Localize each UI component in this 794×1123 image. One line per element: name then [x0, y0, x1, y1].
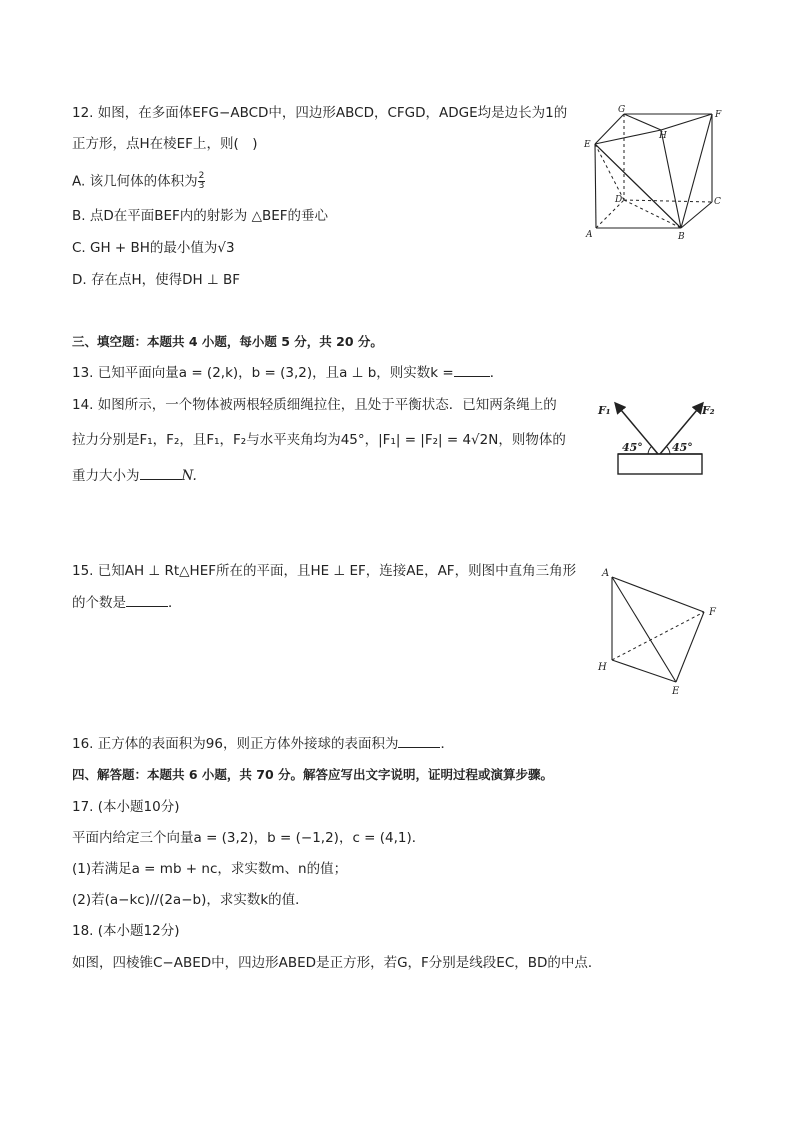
- q12-option-a-text: A. 该几何体的体积为: [72, 173, 198, 190]
- q15-line-2-text: 的个数是: [72, 595, 126, 611]
- fraction: [198, 172, 206, 191]
- label-A: A: [602, 568, 610, 579]
- q14-line-3: [72, 467, 197, 485]
- q14-line-3-pre: 重力大小为: [72, 468, 140, 484]
- label-angle-1: 45°: [622, 441, 643, 454]
- q12-option-d: D. 存在点H，使得DH ⊥ BF: [72, 272, 241, 288]
- q12-option-a: [72, 172, 205, 191]
- label-E: E: [672, 686, 680, 697]
- label-D: D: [615, 195, 623, 205]
- q15-line-1: 15. 已知AH ⊥ Rt△HEF所在的平面，且HE ⊥ EF，连接AE，AF，则图中直角三角形: [72, 563, 577, 579]
- label-angle-2: 45°: [672, 441, 693, 454]
- fraction-num: 2: [198, 171, 205, 181]
- answer-blank: [398, 735, 440, 748]
- q13-text: 13. 已知平面向量a = (2,k)，b = (3,2)，且a ⊥ b，则实数k = ．: [72, 365, 504, 381]
- label-F: F: [715, 110, 722, 120]
- q14-line-1: 14. 如图所示，一个物体被两根轻质细绳拉住，且处于平衡状态．已知两条绳上的: [72, 397, 557, 413]
- label-f2: F₂: [702, 404, 715, 417]
- label-G: G: [618, 105, 626, 115]
- q17-line-1: 平面内给定三个向量a = (3,2)，b = (−1,2)，c = (4,1)．: [72, 830, 426, 846]
- label-A: A: [586, 230, 593, 240]
- q16-stem: 16. 正方体的表面积为96，则正方体外接球的表面积为: [72, 736, 399, 752]
- q14-line-3-post: N.: [181, 468, 197, 484]
- q17-line-2: (1)若满足a = mb + nc，求实数m、n的值；: [72, 861, 348, 877]
- fraction-den: 3: [198, 181, 205, 191]
- label-f1: F₁: [598, 404, 611, 417]
- q15-tetrahedron-figure: [592, 562, 722, 702]
- section-4-heading: 四、解答题：本题共 6 小题，共 70 分。解答应写出文字说明，证明过程或演算步骤。: [72, 767, 554, 782]
- q12-stem-2: 正方形，点H在棱EF上，则( ): [72, 136, 258, 152]
- q14-line-2: 拉力分别是F₁，F₂，且F₁，F₂与水平夹角均为45°，|F₁| = |F₂| = 4√2N，则物体的: [72, 432, 566, 448]
- section-3-heading: 三、填空题：本题共 4 小题，每小题 5 分，共 20 分。: [72, 334, 383, 349]
- q15-line-2: 的个数是 ．: [72, 595, 182, 611]
- q17-heading: 17. (本小题10分): [72, 799, 180, 815]
- q14-force-figure: [592, 392, 715, 482]
- q12-option-b: B. 点D在平面BEF内的射影为 △BEF的垂心: [72, 208, 329, 224]
- answer-blank: [140, 467, 182, 480]
- q16-text: 16. 正方体的表面积为96，则正方体外接球的表面积为 ．: [72, 736, 454, 752]
- label-E: E: [584, 140, 591, 150]
- label-C: C: [714, 197, 721, 207]
- q12-polyhedron-figure: [580, 100, 730, 242]
- q18-line-1: 如图，四棱锥C−ABED中，四边形ABED是正方形，若G，F分别是线段EC，BD的中点．: [72, 955, 602, 971]
- label-B: B: [678, 232, 685, 242]
- answer-blank: [454, 364, 490, 377]
- label-H: H: [598, 662, 607, 673]
- label-F: F: [709, 607, 716, 618]
- q17-line-3: (2)若(a−kc)//(2a−b)，求实数k的值．: [72, 892, 309, 908]
- answer-blank: [126, 594, 168, 607]
- q12-option-c: C. GH + BH的最小值为√3: [72, 240, 235, 256]
- q18-heading: 18. (本小题12分): [72, 923, 180, 939]
- label-H: H: [659, 131, 667, 141]
- q12-stem: 12. 如图，在多面体EFG−ABCD中，四边形ABCD，CFGD，ADGE均是边长为1的: [72, 105, 568, 121]
- q13-stem: 13. 已知平面向量a = (2,k)，b = (3,2)，且a ⊥ b，则实数k =: [72, 365, 454, 381]
